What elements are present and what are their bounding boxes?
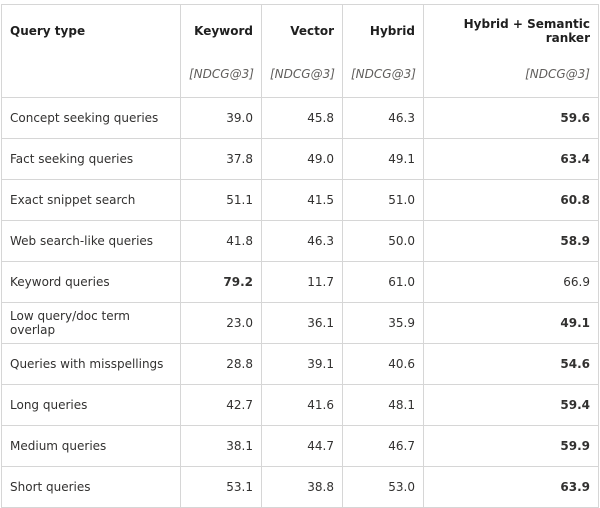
cell-vector: 38.8 xyxy=(262,467,343,508)
cell-hybrid: 49.1 xyxy=(343,139,424,180)
cell-vector: 49.0 xyxy=(262,139,343,180)
metric-row xyxy=(2,50,599,98)
table-row xyxy=(2,180,599,221)
cell-vector: 41.6 xyxy=(262,385,343,426)
cell-vector: 36.1 xyxy=(262,303,343,344)
row-label: Medium queries xyxy=(2,426,181,467)
cell-hybrid-semantic: 58.9 xyxy=(424,221,599,262)
row-label: Exact snippet search xyxy=(2,180,181,221)
table-body xyxy=(2,98,599,508)
cell-hybrid: 46.3 xyxy=(343,98,424,139)
cell-hybrid-semantic: 66.9 xyxy=(424,262,599,303)
cell-keyword: 79.2 xyxy=(181,262,262,303)
row-label: Web search-like queries xyxy=(2,221,181,262)
row-label: Concept seeking queries xyxy=(2,98,181,139)
cell-hybrid-semantic: 59.6 xyxy=(424,98,599,139)
cell-hybrid: 35.9 xyxy=(343,303,424,344)
header-hybrid-semantic: Hybrid + Semantic ranker xyxy=(424,5,599,51)
cell-keyword: 42.7 xyxy=(181,385,262,426)
table-row xyxy=(2,467,599,508)
cell-hybrid-semantic: 63.4 xyxy=(424,139,599,180)
cell-vector: 41.5 xyxy=(262,180,343,221)
cell-hybrid-semantic: 49.1 xyxy=(424,303,599,344)
table-row xyxy=(2,98,599,139)
table-row xyxy=(2,139,599,180)
cell-vector: 44.7 xyxy=(262,426,343,467)
header-vector: Vector xyxy=(262,5,343,51)
cell-hybrid: 61.0 xyxy=(343,262,424,303)
cell-vector: 45.8 xyxy=(262,98,343,139)
table-row xyxy=(2,344,599,385)
cell-hybrid-semantic: 54.6 xyxy=(424,344,599,385)
cell-keyword: 51.1 xyxy=(181,180,262,221)
table-row xyxy=(2,221,599,262)
cell-hybrid-semantic: 60.8 xyxy=(424,180,599,221)
header-keyword: Keyword xyxy=(181,5,262,51)
header-hybrid: Hybrid xyxy=(343,5,424,51)
table-row xyxy=(2,426,599,467)
cell-keyword: 41.8 xyxy=(181,221,262,262)
cell-hybrid: 50.0 xyxy=(343,221,424,262)
table-row xyxy=(2,385,599,426)
cell-vector: 11.7 xyxy=(262,262,343,303)
row-label: Keyword queries xyxy=(2,262,181,303)
metric-hybrid: [NDCG@3] xyxy=(343,50,424,98)
header-row xyxy=(2,5,599,51)
results-table xyxy=(1,4,599,508)
cell-keyword: 38.1 xyxy=(181,426,262,467)
metric-empty xyxy=(2,50,181,98)
cell-keyword: 53.1 xyxy=(181,467,262,508)
cell-keyword: 23.0 xyxy=(181,303,262,344)
table-row xyxy=(2,262,599,303)
cell-hybrid: 53.0 xyxy=(343,467,424,508)
row-label: Short queries xyxy=(2,467,181,508)
metric-hybrid-semantic: [NDCG@3] xyxy=(424,50,599,98)
header-query-type: Query type xyxy=(2,5,181,51)
cell-hybrid-semantic: 63.9 xyxy=(424,467,599,508)
cell-vector: 46.3 xyxy=(262,221,343,262)
metric-vector: [NDCG@3] xyxy=(262,50,343,98)
cell-hybrid: 51.0 xyxy=(343,180,424,221)
cell-hybrid-semantic: 59.9 xyxy=(424,426,599,467)
cell-vector: 39.1 xyxy=(262,344,343,385)
cell-hybrid-semantic: 59.4 xyxy=(424,385,599,426)
row-label: Long queries xyxy=(2,385,181,426)
row-label: Low query/doc term overlap xyxy=(2,303,181,344)
row-label: Queries with misspellings xyxy=(2,344,181,385)
cell-hybrid: 40.6 xyxy=(343,344,424,385)
cell-keyword: 28.8 xyxy=(181,344,262,385)
cell-hybrid: 48.1 xyxy=(343,385,424,426)
row-label: Fact seeking queries xyxy=(2,139,181,180)
cell-hybrid: 46.7 xyxy=(343,426,424,467)
metric-keyword: [NDCG@3] xyxy=(181,50,262,98)
cell-keyword: 37.8 xyxy=(181,139,262,180)
table-row xyxy=(2,303,599,344)
cell-keyword: 39.0 xyxy=(181,98,262,139)
